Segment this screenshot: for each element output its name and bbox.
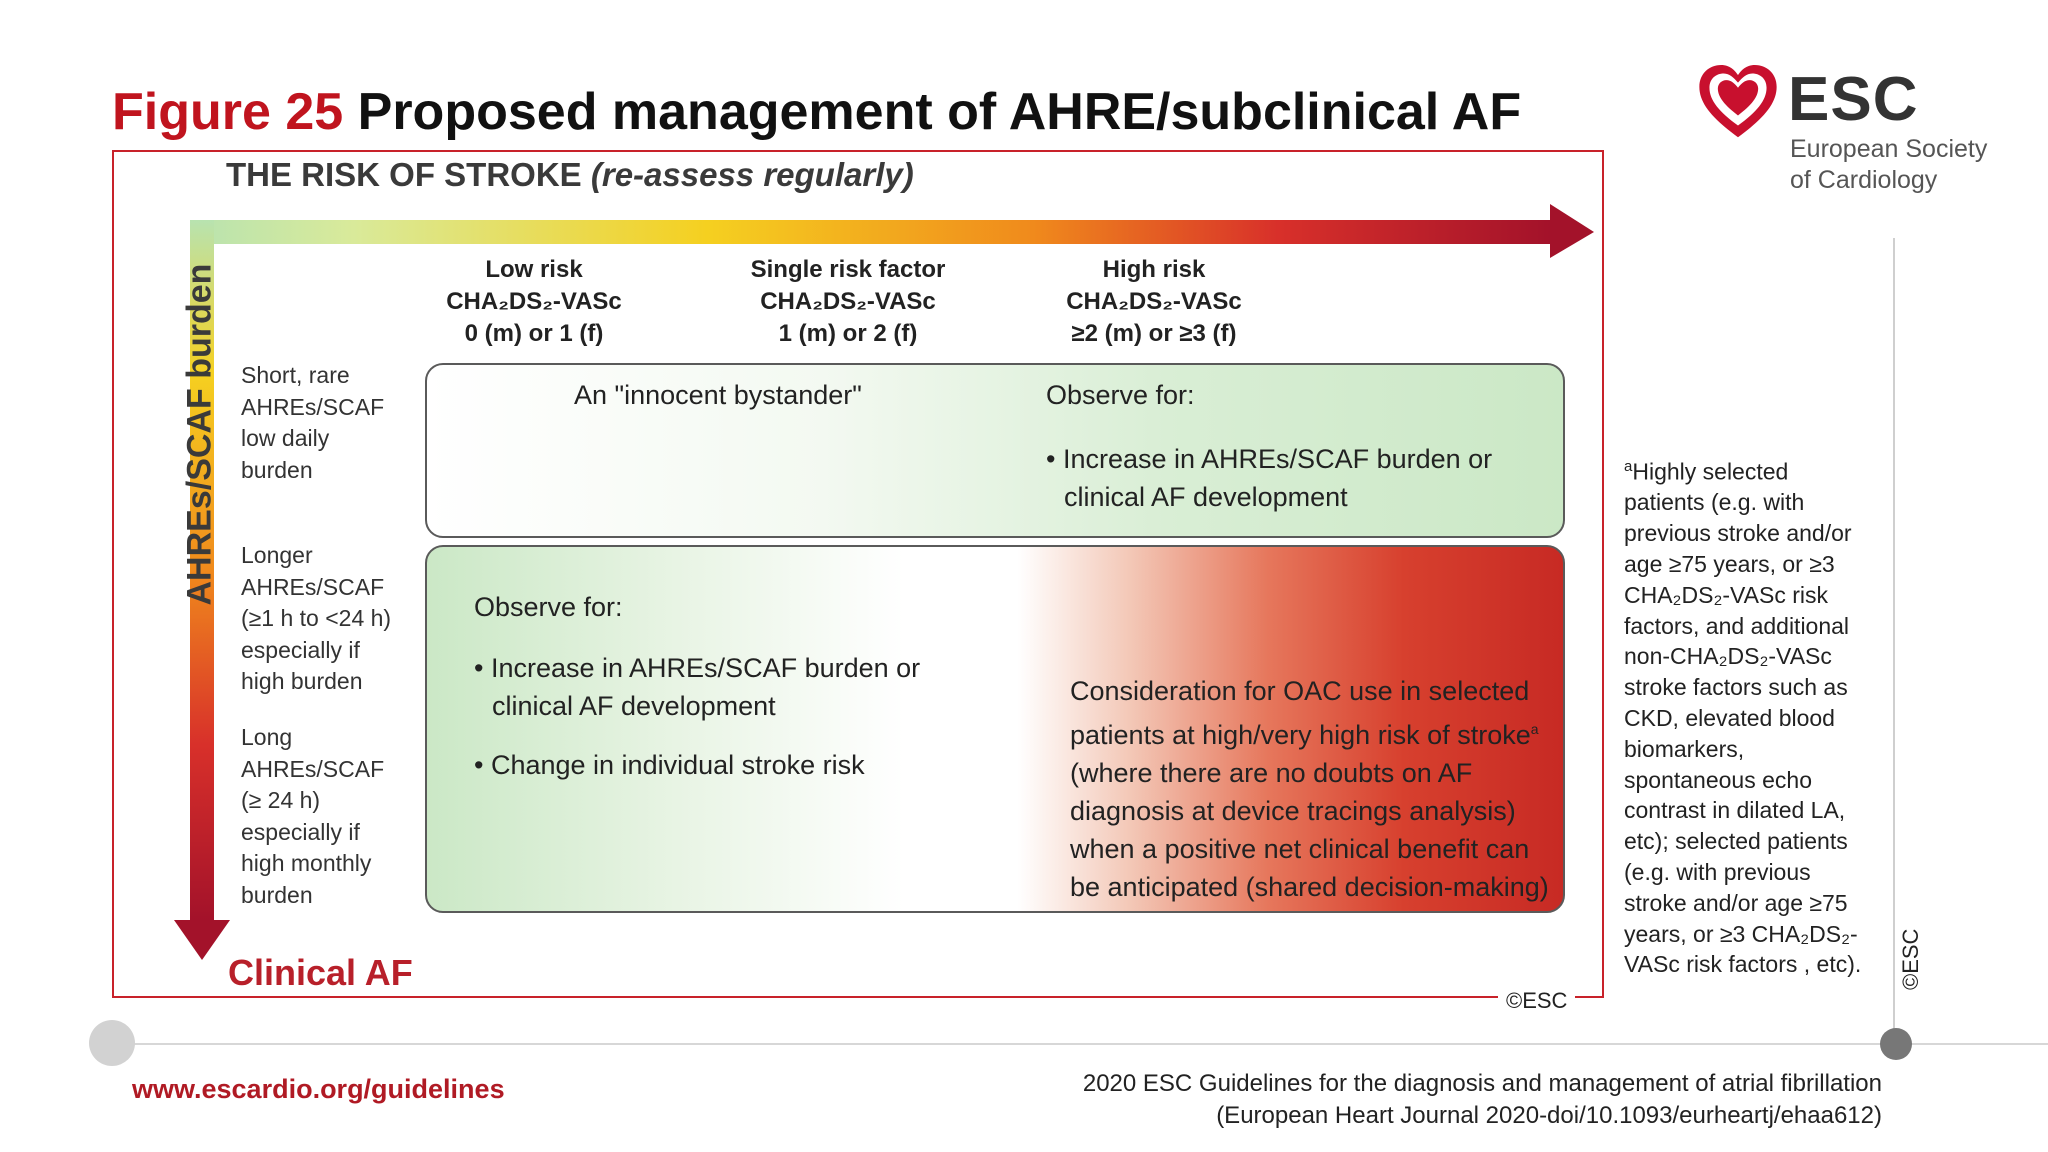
column-header-single-risk: Single risk factor CHA₂DS₂-VASc 1 (m) or 2 (f) [750, 256, 946, 347]
footnote-marker: a [1530, 721, 1539, 737]
horizontal-arrow-head [1550, 204, 1594, 258]
horizontal-divider [112, 1043, 2048, 1045]
divider-dot-right [1880, 1028, 1912, 1060]
divider-dot-left [89, 1020, 135, 1066]
vertical-divider [1893, 238, 1895, 1044]
box2-observe-heading: Observe for: [474, 592, 623, 622]
logo-wordmark: ESC [1788, 65, 1919, 134]
column-header-high-risk: High risk CHA₂DS₂-VASc ≥2 (m) or ≥3 (f) [1066, 256, 1242, 347]
side-copyright: ©ESC [1898, 928, 1923, 990]
innocent-bystander-text: An "innocent bystander" [574, 380, 862, 410]
column-header-low-risk: Low risk CHA₂DS₂-VASc 0 (m) or 1 (f) [446, 256, 622, 347]
clinical-af-label: Clinical AF [228, 952, 413, 993]
logo-subtitle: European Society of Cardiology [1790, 135, 1988, 194]
figure-copyright: ©ESC [1498, 988, 1575, 1014]
horizontal-risk-arrow [190, 220, 1550, 244]
stroke-risk-header: THE RISK OF STROKE (re-assess regularly) [226, 156, 914, 193]
box1-observe-heading: Observe for: [1046, 380, 1195, 410]
footnote-text: $^a$Highly selected patients (e.g. with previous stroke and/or age ≥75 years, or ≥3 CHA₂DS₂-VASc risk factors, and additional non-CHA₂DS₂-VASc stroke factors such as CKD, elevated blood biomarkers, spontaneous echo contrast in dilated LA, etc); selected patients (e.g. with previous stroke and/or age ≥75 years, or ≥3 CHA₂DS₂-VASc risk factors , etc). [1624, 458, 1862, 978]
oac-consideration-text: Consideration for OAC use in selected patients at high/very high risk of stroke$^a$ (where there are no doubts on AF diagnosis at device tracings analysis) when a positive net clinical benefit can be anticipated (shared decision-making) [1070, 676, 1549, 902]
burden-axis-label: AHREs/SCAF burden [180, 263, 219, 606]
guideline-citation: 2020 ESC Guidelines for the diagnosis and management of atrial fibrillation (European Heart Journal 2020-doi/10.1093/eurheartj/ehaa612) [1082, 1070, 1882, 1129]
row-label-short-rare: Short, rare AHREs/SCAF low daily burden [241, 362, 385, 483]
box2-observe-bullet-stroke-risk: • Change in individual stroke risk [474, 750, 865, 780]
heart-logo-icon [1696, 60, 1780, 144]
figure-title: Proposed management of AHRE/subclinical AF [357, 83, 1522, 141]
vertical-arrow-head [174, 920, 230, 960]
esc-logo [1696, 54, 1996, 204]
box2-observe-bullet-burden: • Increase in AHREs/SCAF burden or clinical AF development [474, 653, 921, 721]
figure-number: Figure 25 [112, 83, 344, 141]
box1-observe-bullet: • Increase in AHREs/SCAF burden or clinical AF development [1046, 444, 1493, 512]
row-label-long: Long AHREs/SCAF (≥ 24 h) especially if high monthly burden [241, 724, 385, 908]
guidelines-url[interactable]: www.escardio.org/guidelines [132, 1074, 505, 1104]
slide-title [112, 82, 1521, 142]
row-label-longer: Longer AHREs/SCAF (≥1 h to <24 h) especially if high burden [241, 542, 392, 694]
